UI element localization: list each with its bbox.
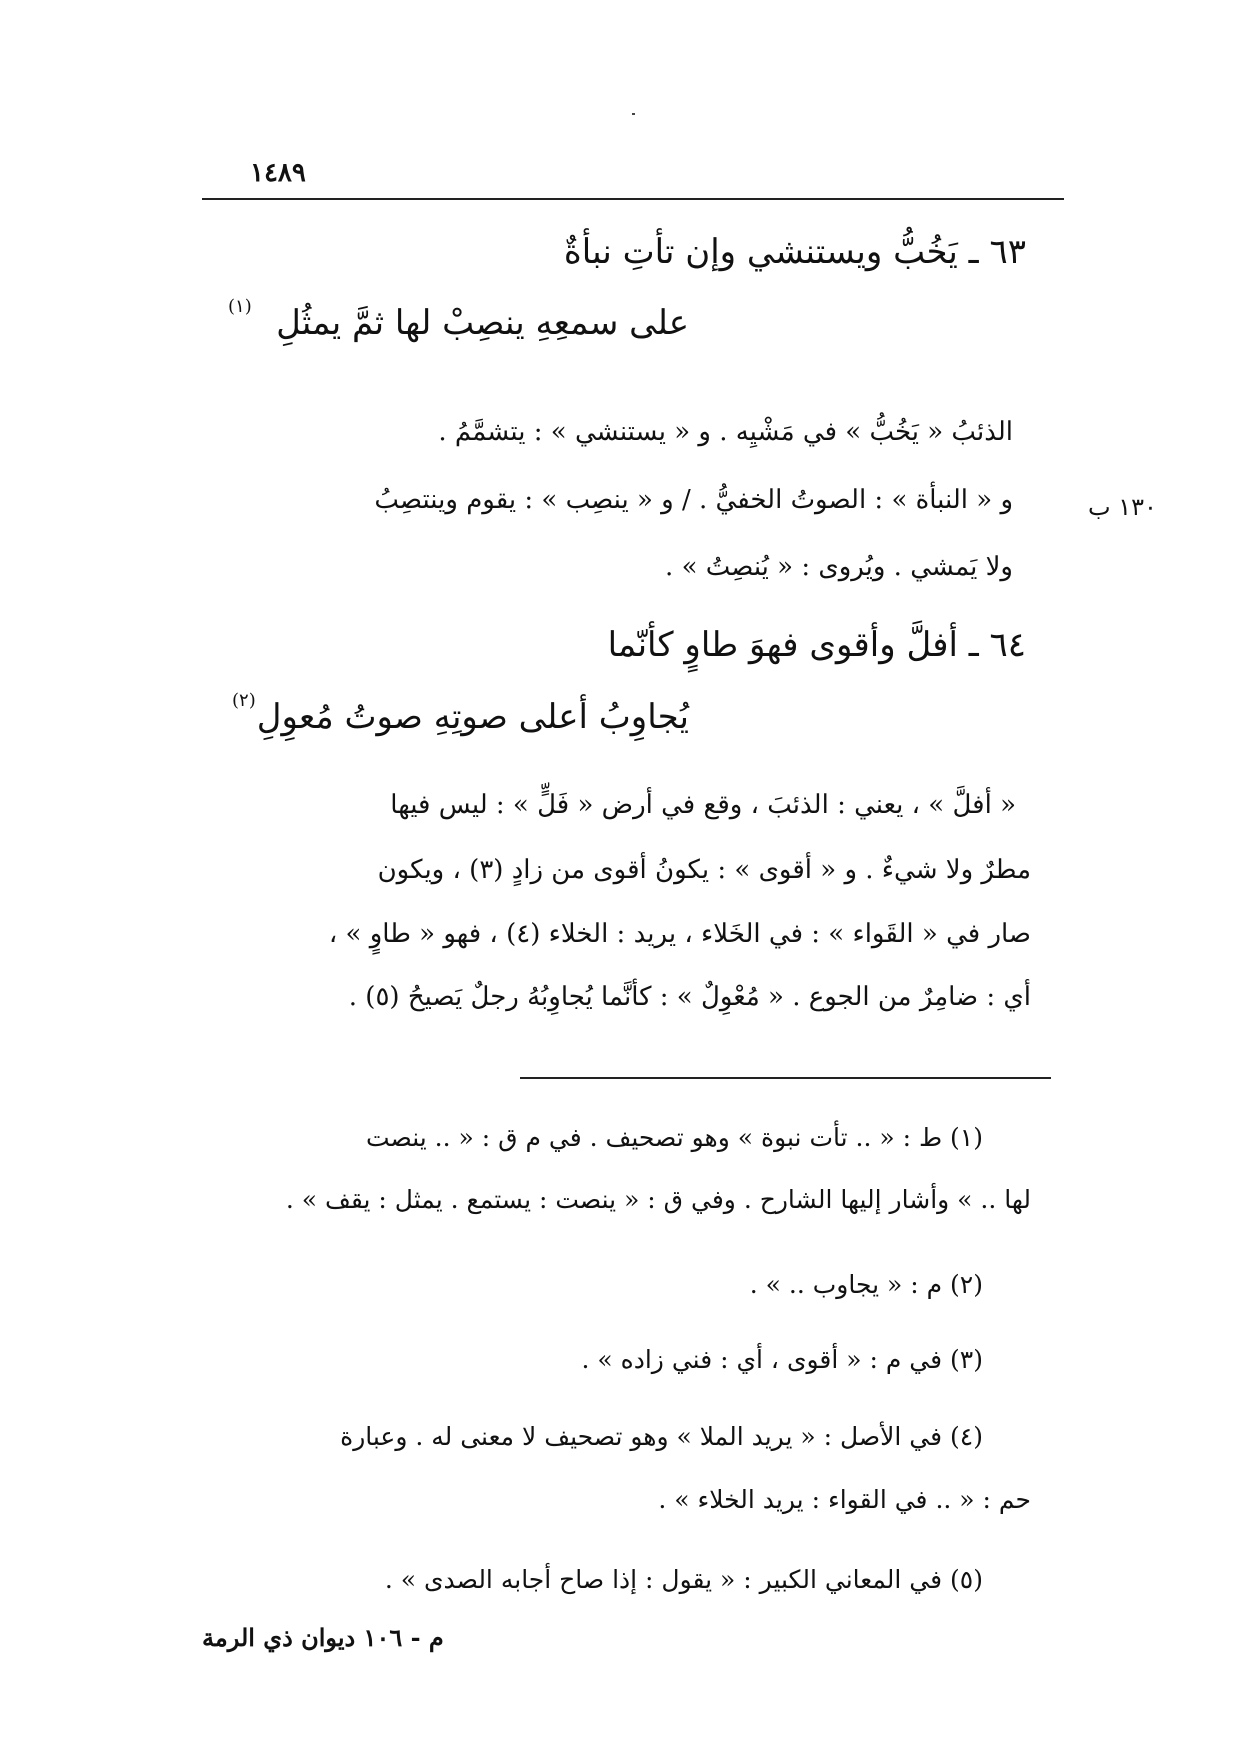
commentary-2-line-3: صار في « القَواء » : في الخَلاء ، يريد : الخلاء (٤) ، فهو « طاوٍ » ، <box>328 919 1031 949</box>
footnote-5: (٥) في المعاني الكبير : « يقول : إذا صاح أجابه الصدى » . <box>384 1565 983 1594</box>
footnote-rule <box>520 1077 1051 1079</box>
commentary-2-line-2: مطرٌ ولا شيءٌ . و « أقوى » : يكونُ أقوى من زادٍ (٣) ، ويكون <box>377 855 1031 885</box>
footnote-mark-2: (٢) <box>232 690 256 711</box>
commentary-1-line-3: ولا يَمشي . ويُروى : « يُنصِتُ » . <box>665 552 1013 582</box>
footnote-3: (٣) في م : « أقوى ، أي : فني زاده » . <box>581 1345 983 1374</box>
footnote-4-line-2: حم : « .. في القواء : يريد الخلاء » . <box>658 1485 1031 1514</box>
footnote-1-line-1: (١) ط : « .. تأت نبوة » وهو تصحيف . في م ق : « .. ينصت <box>365 1123 983 1152</box>
footer-signature: م - ١٠٦ ديوان ذي الرمة <box>202 1623 444 1652</box>
margin-folio-note: ١٣٠ ب <box>1088 493 1157 521</box>
footnote-mark-1: (١) <box>228 296 252 317</box>
speck-mark <box>632 113 635 115</box>
commentary-2-line-4: أي : ضامِرٌ من الجوع . « مُعْوِلٌ » : كأنَّما يُجاوِبُهُ رجلٌ يَصيحُ (٥) . <box>348 982 1031 1012</box>
commentary-1-line-2: و « النبأة » : الصوتُ الخفيُّ . / و « ينصِب » : يقوم وينتصِبُ <box>374 485 1013 515</box>
verse-63-line-1: ٦٣ ـ يَخُبُّ ويستنشي وإن تأتِ نبأةٌ <box>563 232 1026 272</box>
commentary-2-line-1: « أفلَّ » ، يعني : الذئبَ ، وقع في أرض « فَلٍّ » : ليس فيها <box>390 790 1016 820</box>
footnote-4-line-1: (٤) في الأصل : « يريد الملا » وهو تصحيف لا معنى له . وعبارة <box>340 1422 983 1451</box>
page-number: ١٤٨٩ <box>250 158 306 188</box>
footnote-1-line-2: لها .. » وأشار إليها الشارح . وفي ق : « ينصت : يستمع . يمثل : يقف » . <box>285 1185 1031 1214</box>
verse-63-line-2: على سمعِهِ ينصِبْ لها ثمَّ يمثُلِ <box>276 303 689 343</box>
verse-64-line-1: ٦٤ ـ أفلَّ وأقوى فهوَ طاوٍ كأنّما <box>607 625 1026 665</box>
commentary-1-line-1: الذئبُ « يَخُبُّ » في مَشْيِه . و « يستنشي » : يتشمَّمُ . <box>438 417 1013 447</box>
verse-64-line-2: يُجاوِبُ أعلى صوتِهِ صوتُ مُعوِلِ <box>256 697 689 737</box>
footnote-2: (٢) م : « يجاوب .. » . <box>749 1270 983 1299</box>
header-rule <box>202 198 1064 200</box>
